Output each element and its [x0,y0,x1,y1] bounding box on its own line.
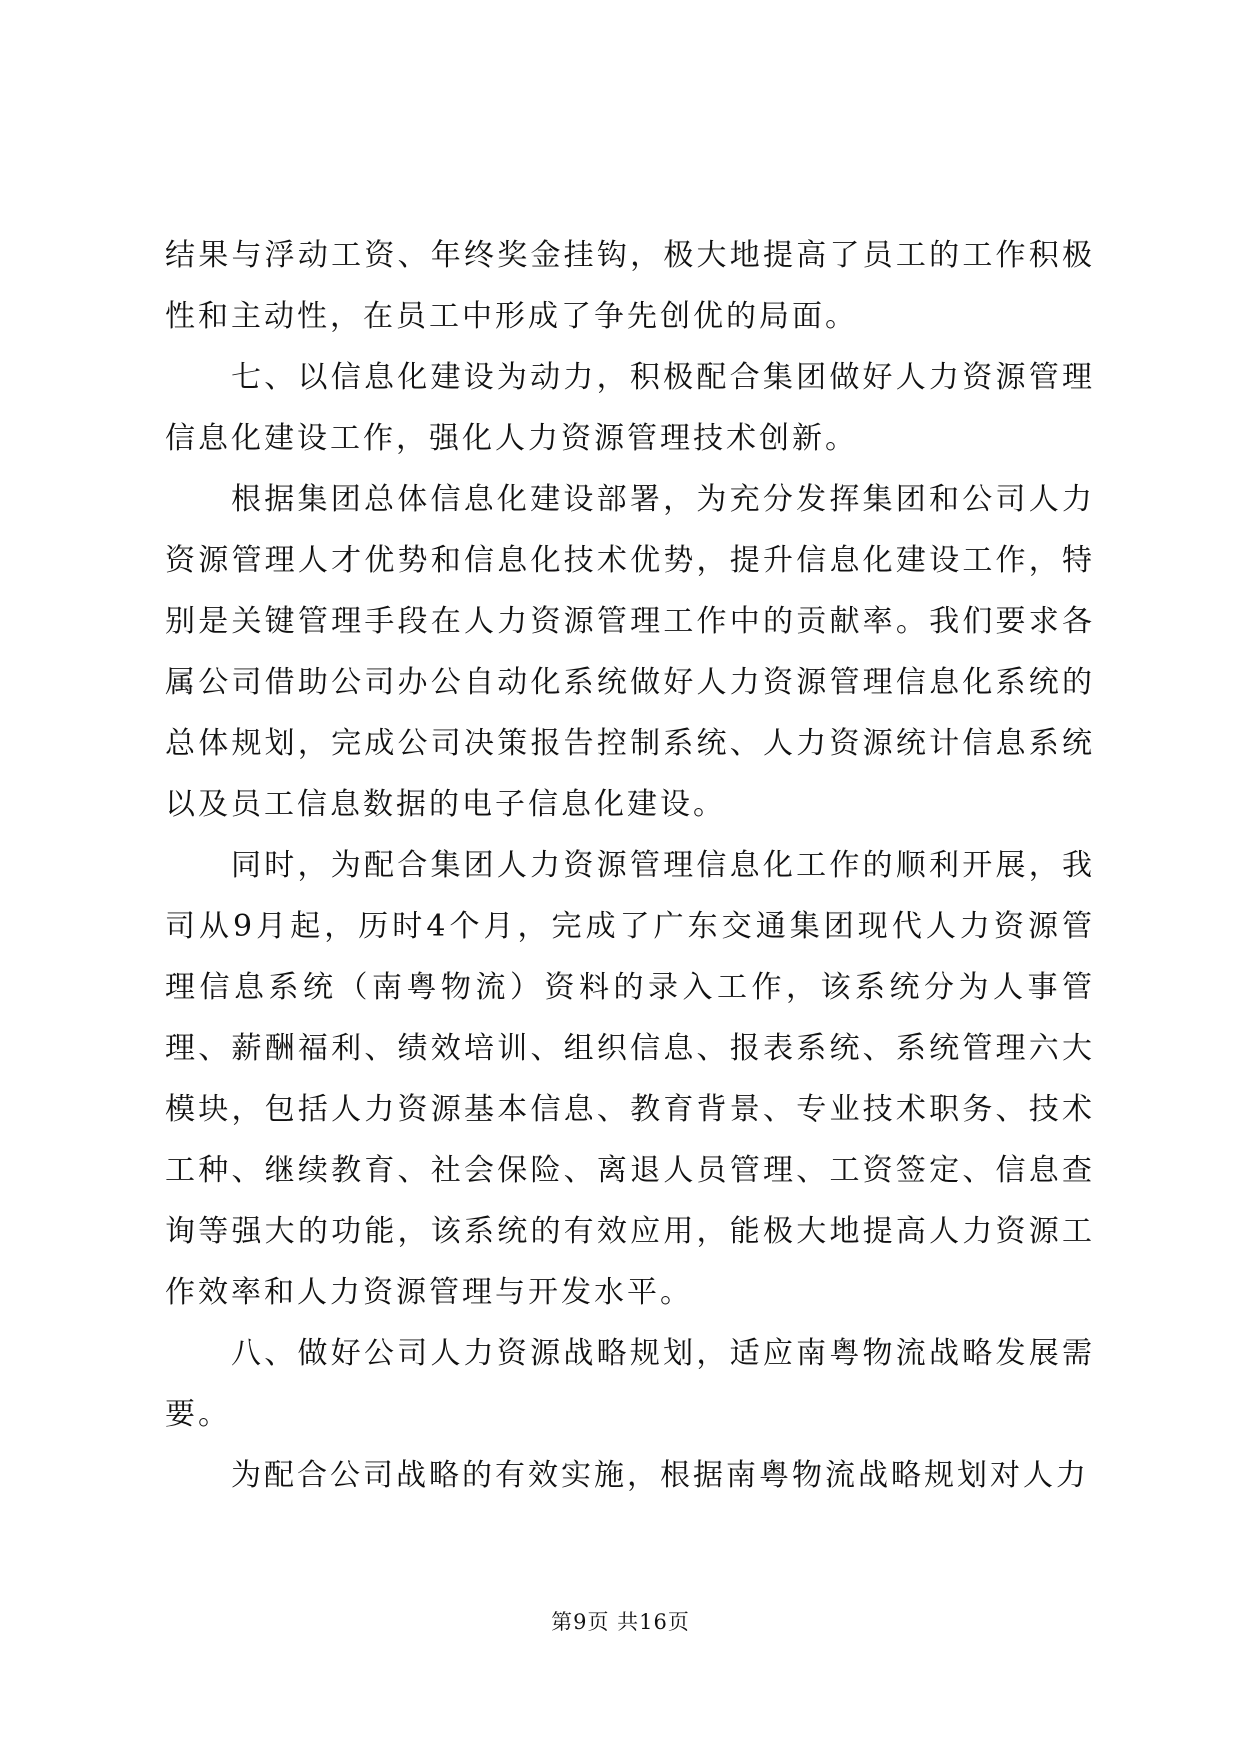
paragraph: 为配合公司战略的有效实施，根据南粤物流战略规划对人力 [231,1458,1089,1493]
document-body [165,225,1095,1506]
section-heading-8: 八、做好公司人力资源战略规划，适应南粤物流战略发展需要。 [165,1336,1095,1432]
section-heading-7: 七、以信息化建设为动力，积极配合集团做好人力资源管理信息化建设工作，强化人力资源管理技术创新。 [165,360,1095,456]
paragraph-continuation: 结果与浮动工资、年终奖金挂钩，极大地提高了员工的工作积极性和主动性，在员工中形成了争先创优的局面。 [165,238,1095,334]
page-footer: 第9页 共16页 [551,1610,690,1634]
paragraph: 同时，为配合集团人力资源管理信息化工作的顺利开展，我司从9月起，历时4个月，完成了广东交通集团现代人力资源管理信息系统（南粤物流）资料的录入工作，该系统分为人事管理、薪酬福利、绩效培训、组织信息、报表系统、系统管理六大模块，包括人力资源基本信息、教育背景、专业技术职务、技术工种、继续教育、社会保险、离退人员管理、工资签定、信息查询等强大的功能，该系统的有效应用，能极大地提高人力资源工作效率和人力资源管理与开发水平。 [165,848,1095,1310]
paragraph: 根据集团总体信息化建设部署，为充分发挥集团和公司人力资源管理人才优势和信息化技术优势，提升信息化建设工作，特别是关键管理手段在人力资源管理工作中的贡献率。我们要求各属公司借助公司办公自动化系统做好人力资源管理信息化系统的总体规划，完成公司决策报告控制系统、人力资源统计信息系统以及员工信息数据的电子信息化建设。 [165,482,1095,822]
